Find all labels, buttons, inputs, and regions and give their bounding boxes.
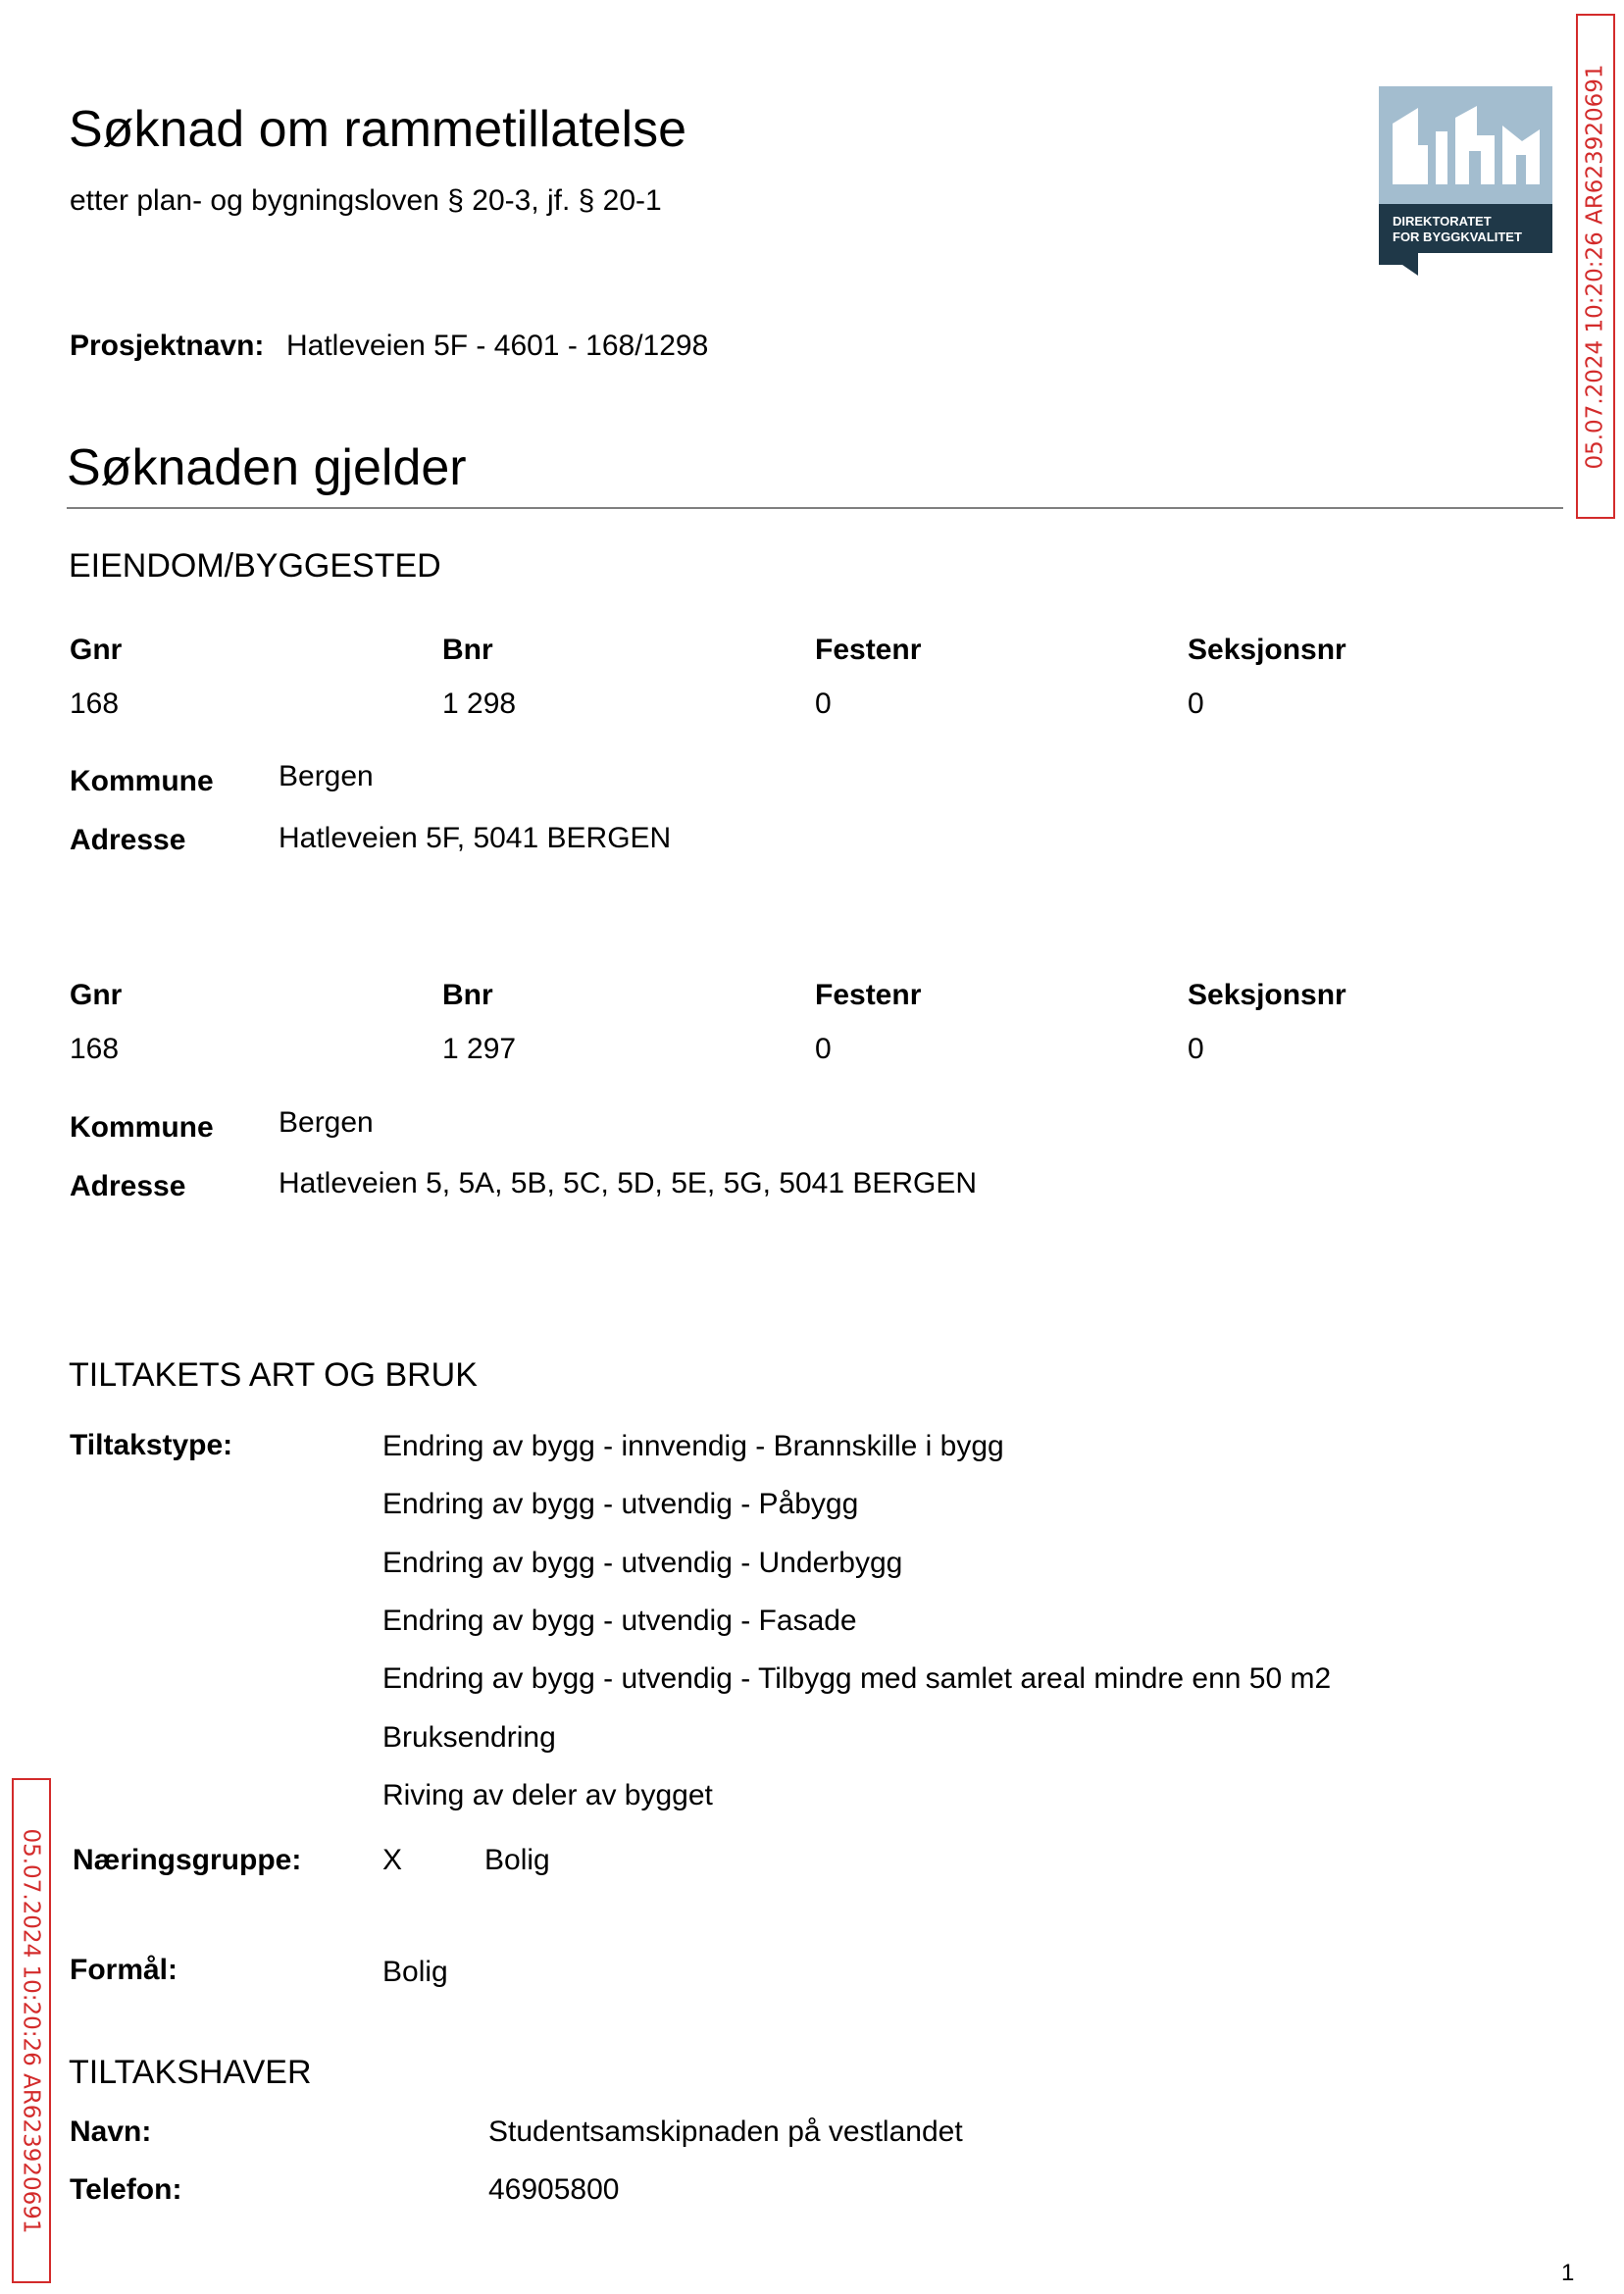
seksjonsnr-header: Seksjonsnr — [1188, 634, 1346, 666]
timestamp-stamp-side — [12, 1778, 51, 2283]
dibk-logo — [1379, 86, 1552, 276]
kommune-value: Bergen — [279, 1106, 374, 1139]
adresse-label: Adresse — [70, 824, 186, 856]
tiltakshaver-heading: TILTAKSHAVER — [69, 2054, 312, 2091]
festenr-header: Festenr — [815, 634, 922, 666]
telefon-label: Telefon: — [70, 2173, 182, 2206]
bnr-header: Bnr — [442, 979, 493, 1011]
adresse-value: Hatleveien 5F, 5041 BERGEN — [279, 822, 672, 854]
section-heading: Søknaden gjelder — [67, 439, 467, 496]
adresse-label: Adresse — [70, 1170, 186, 1202]
page-number: 1 — [1561, 2260, 1575, 2286]
logo-text-line2: FOR BYGGKVALITET — [1393, 229, 1522, 244]
adresse-value: Hatleveien 5, 5A, 5B, 5C, 5D, 5E, 5G, 5041 BERGEN — [279, 1167, 978, 1199]
tiltak-heading: TILTAKETS ART OG BRUK — [69, 1356, 478, 1394]
festenr-value: 0 — [815, 688, 832, 720]
naeringsgruppe-label: Næringsgruppe: — [73, 1844, 302, 1876]
kommune-label: Kommune — [70, 765, 214, 797]
navn-label: Navn: — [70, 2116, 152, 2148]
seksjonsnr-header: Seksjonsnr — [1188, 979, 1346, 1011]
stamp-text: 05.07.2024 10:20:26 AR623920691 — [1583, 63, 1608, 470]
bnr-value: 1 297 — [442, 1033, 517, 1065]
kommune-value: Bergen — [279, 760, 374, 792]
tiltakstype-item: Bruksendring — [382, 1721, 556, 1754]
project-value: Hatleveien 5F - 4601 - 168/1298 — [286, 330, 709, 362]
bnr-header: Bnr — [442, 634, 493, 666]
festenr-value: 0 — [815, 1033, 832, 1065]
timestamp-stamp-top — [1576, 14, 1615, 519]
tiltakstype-item: Endring av bygg - utvendig - Fasade — [382, 1605, 857, 1637]
bnr-value: 1 298 — [442, 688, 517, 720]
property-heading: EIENDOM/BYGGESTED — [69, 547, 441, 585]
tiltakstype-item: Endring av bygg - innvendig - Brannskille i bygg — [382, 1430, 1004, 1462]
formal-value: Bolig — [382, 1956, 448, 1988]
section-divider — [67, 507, 1563, 509]
gnr-value: 168 — [70, 1033, 120, 1065]
tiltakstype-item: Riving av deler av bygget — [382, 1779, 713, 1811]
formal-label: Formål: — [70, 1954, 178, 1986]
document-title: Søknad om rammetillatelse — [69, 101, 686, 158]
naeringsgruppe-code: X — [382, 1844, 403, 1876]
project-label: Prosjektnavn: — [70, 330, 265, 362]
stamp-text: 05.07.2024 10:20:26 AR623920691 — [19, 1827, 44, 2234]
telefon-value: 46905800 — [488, 2173, 620, 2206]
gnr-header: Gnr — [70, 634, 123, 666]
tiltakstype-item: Endring av bygg - utvendig - Underbygg — [382, 1547, 903, 1579]
tiltakstype-item: Endring av bygg - utvendig - Tilbygg med samlet areal mindre enn 50 m2 — [382, 1662, 1332, 1695]
tiltakstype-label: Tiltakstype: — [70, 1429, 233, 1461]
navn-value: Studentsamskipnaden på vestlandet — [488, 2116, 963, 2148]
kommune-label: Kommune — [70, 1111, 214, 1144]
naeringsgruppe-value: Bolig — [484, 1844, 550, 1876]
document-subtitle: etter plan- og bygningsloven § 20-3, jf. § 20-1 — [70, 184, 662, 217]
logo-text-line1: DIREKTORATET — [1393, 214, 1492, 229]
gnr-value: 168 — [70, 688, 120, 720]
gnr-header: Gnr — [70, 979, 123, 1011]
seksjonsnr-value: 0 — [1188, 1033, 1204, 1065]
seksjonsnr-value: 0 — [1188, 688, 1204, 720]
tiltakstype-item: Endring av bygg - utvendig - Påbygg — [382, 1488, 859, 1520]
festenr-header: Festenr — [815, 979, 922, 1011]
